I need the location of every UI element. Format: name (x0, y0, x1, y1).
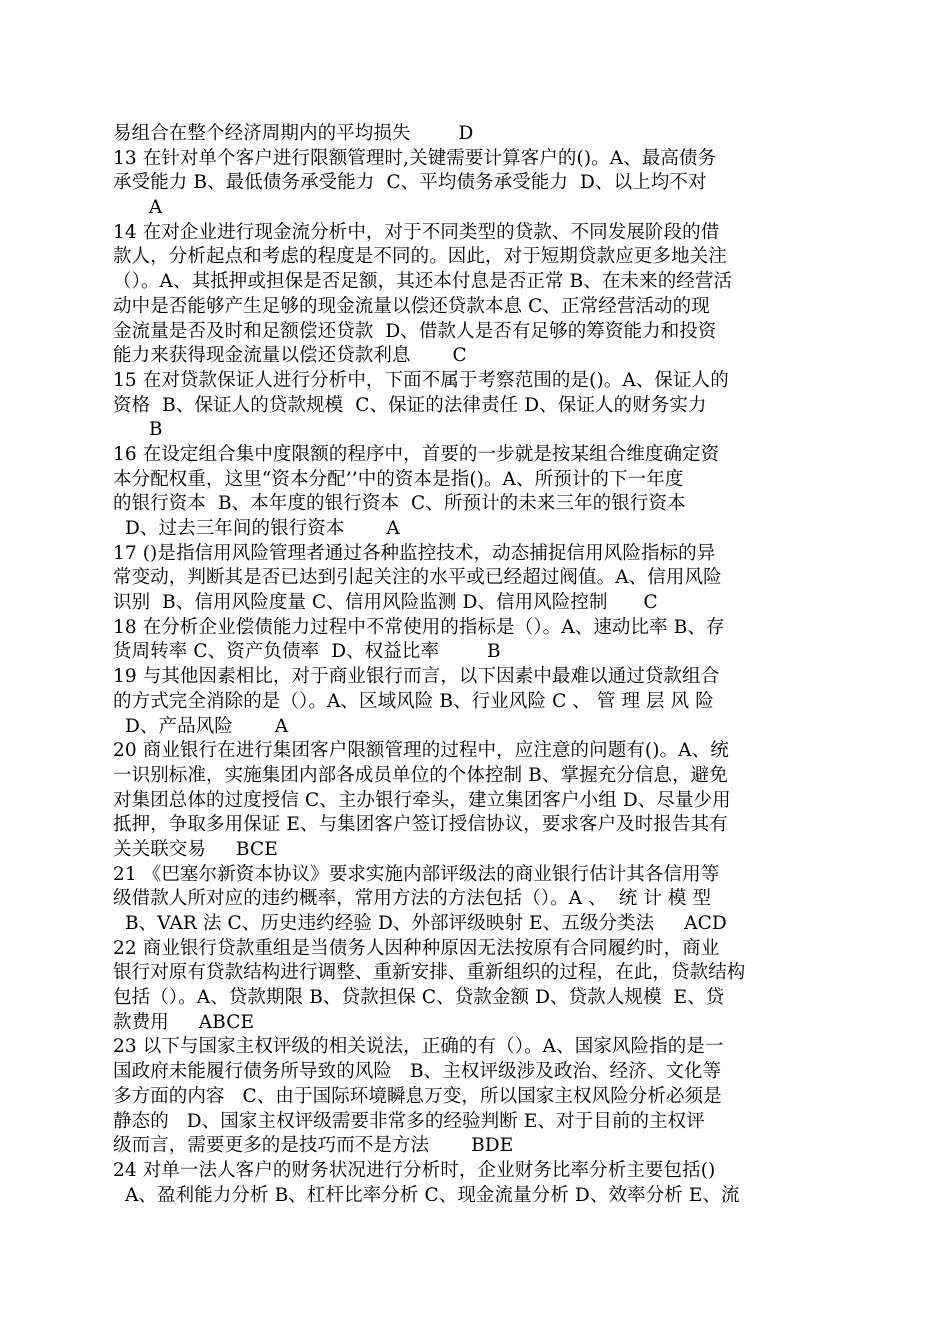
text-line: D、产品风险 A (113, 715, 289, 737)
text-line: 的银行资本 B、本年度的银行资本 C、所预计的未来三年的银行资本 (113, 493, 686, 515)
text-line: B (113, 419, 163, 441)
text-line: 15 在对贷款保证人进行分析中，下面不属于考察范围的是()。A、保证人的 (113, 369, 729, 391)
text-line: 抵押，争取多用保证 E、与集团客户签订授信协议，要求客户及时报告其有 (113, 814, 728, 836)
text-line: 能力来获得现金流量以偿还贷款利息 C (113, 345, 467, 367)
text-line: 24 对单一法人客户的财务状况进行分析时，企业财务比率分析主要包括() (113, 1159, 716, 1181)
text-line: 20 商业银行在进行集团客户限额管理的过程中，应注意的问题有()。A、统 (113, 740, 729, 762)
text-line: 22 商业银行贷款重组是当债务人因种种原因无法按原有合同履约时，商业 (113, 937, 720, 959)
text-line: B、VAR 法 C、历史违约经验 D、外部评级映射 E、五级分类法 ACD (113, 913, 727, 934)
text-line: 的方式完全消除的是（）。A、区域风险 B、行业风险 C 、 管 理 层 风 险 (113, 690, 714, 712)
text-line: 18 在分析企业偿债能力过程中不常使用的指标是（）。A、速动比率 B、存 (113, 616, 725, 638)
text-line: 静态的 D、国家主权评级需要非常多的经验判断 E、对于目前的主权评 (113, 1110, 705, 1132)
text-line: 21 《巴塞尔新资本协议》要求实施内部评级法的商业银行估计其各信用等 (113, 863, 720, 885)
text-line: 动中是否能够产生足够的现金流量以偿还贷款本息 C、正常经营活动的现 (113, 295, 710, 317)
text-line: 级借款人所对应的违约概率，常用方法的方法包括（）。A 、 统 计 模 型 (113, 888, 712, 910)
text-line: 识别 B、信用风险度量 C、信用风险监测 D、信用风险控制 C (113, 592, 658, 614)
document-body (113, 122, 839, 1208)
text-line: A (113, 197, 163, 219)
text-line: A、盈利能力分析 B、杠杆比率分析 C、现金流量分析 D、效率分析 E、流 (113, 1184, 740, 1206)
text-line: 金流量是否及时和足额偿还贷款 D、借款人是否有足够的筹资能力和投资 (113, 320, 717, 342)
text-line: 款人，分析起点和考虑的程度是不同的。因此，对于短期贷款应更多地关注 (113, 246, 727, 268)
text-line: 常变动，判断其是否已达到引起关注的水平或已经超过阀值。A、信用风险 (113, 567, 722, 589)
text-line: 13 在针对单个客户进行限额管理时,关键需要计算客户的()。A、最高债务 (113, 147, 717, 169)
text-line: 包括（）。A、贷款期限 B、贷款担保 C、贷款金额 D、贷款人规模 E、贷 (113, 987, 725, 1009)
text-line: D、过去三年间的银行资本 A (113, 518, 400, 539)
text-line: 款费用 ABCE (113, 1011, 255, 1033)
text-line: 易组合在整个经济周期内的平均损失 D (113, 123, 474, 144)
text-line: 级而言，需要更多的是技巧而不是方法 BDE (113, 1135, 514, 1157)
text-line: 货周转率 C、资产负债率 D、权益比率 B (113, 641, 501, 663)
text-line: 资格 B、保证人的贷款规模 C、保证的法律责任 D、保证人的财务实力 (113, 394, 707, 416)
text-line: 多方面的内容 C、由于国际环境瞬息万变，所以国家主权风险分析必须是 (113, 1085, 722, 1107)
text-line: 本分配权重，这里“资本分配’’中的资本是指()。A、所预计的下一年度 (113, 468, 684, 490)
text-line: 对集团总体的过度授信 C、主办银行牵头，建立集团客户小组 D、尽量少用 (113, 789, 731, 811)
text-line: 关关联交易 BCE (113, 838, 278, 860)
text-line: 16 在设定组合集中度限额的程序中，首要的一步就是按某组合维度确定资 (113, 443, 720, 465)
text-line: 23 以下与国家主权评级的相关说法，正确的有（）。A、国家风险指的是一 (113, 1036, 724, 1058)
text-line: 19 与其他因素相比，对于商业银行而言，以下因素中最难以通过贷款组合 (113, 666, 720, 688)
text-line: 一识别标准，实施集团内部各成员单位的个体控制 B、掌握充分信息，避免 (113, 764, 728, 786)
text-line: 14 在对企业进行现金流分析中，对于不同类型的贷款、不同发展阶段的借 (113, 221, 720, 243)
text-line: 承受能力 B、最低债务承受能力 C、平均债务承受能力 D、以上均不对 (113, 172, 707, 194)
text-line: 17 ()是指信用风险管理者通过各种监控技术，动态捕捉信用风险指标的异 (113, 542, 716, 564)
text-line: 银行对原有贷款结构进行调整、重新安排、重新组织的过程，在此，贷款结构 (113, 962, 746, 984)
text-line: 国政府未能履行债务所导致的风险 B、主权评级涉及政治、经济、文化等 (113, 1061, 722, 1083)
text-line: （）。A、其抵押或担保是否足额，其还本付息是否正常 B、在未来的经营活 (113, 271, 733, 293)
